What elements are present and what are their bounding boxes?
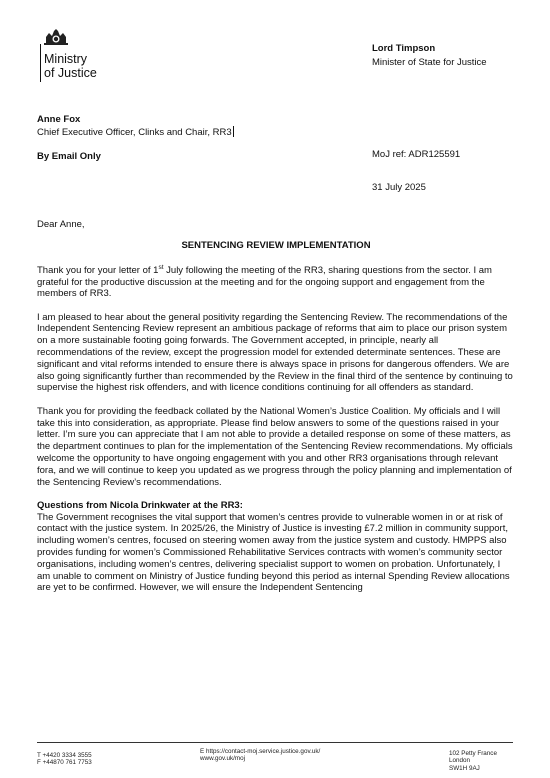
paragraph-1 xyxy=(37,262,515,301)
logo-line-1: Ministry xyxy=(44,52,88,66)
letter-date: 31 July 2025 xyxy=(372,182,426,193)
text-cursor xyxy=(233,126,234,137)
footer-address-1: 102 Petty France xyxy=(449,750,497,757)
footer-divider xyxy=(37,742,513,743)
logo-line-2: of Justice xyxy=(44,66,97,80)
footer-contact-online xyxy=(200,748,320,763)
logo-text xyxy=(44,52,97,80)
para1-superscript: st xyxy=(158,263,164,271)
delivery-method: By Email Only xyxy=(37,151,101,162)
ministry-logo xyxy=(36,28,126,84)
para1-start: Thank you for your letter of 1 xyxy=(37,264,159,276)
footer-phone: T +4420 3334 3555 xyxy=(37,752,92,759)
paragraph-4: The Government recognises the vital support that women’s centres provide to vulnerable women in or at risk of contact with the justice system. In 2025/26, the Ministry of Justice is investing £7.2 million in community support, including women’s centres, focused on steering women away from the justice system and custody. HMPPS also provides funding for women’s Commissioned Rehabilitative Services contracts with women’s community sector organisations, including women’s centres, delivering specialist support to women on probation. Unfortunately, I am unable to comment on Ministry of Justice funding beyond this period as internal Spending Review allocations are yet to be confirmed. However, we will ensure the Independent Sentencing xyxy=(37,511,510,594)
letter-heading: SENTENCING REVIEW IMPLEMENTATION xyxy=(181,239,371,251)
salutation: Dear Anne, xyxy=(37,219,85,230)
recipient-block xyxy=(37,114,234,139)
letter-body xyxy=(37,219,515,606)
footer-address xyxy=(449,750,497,772)
section-subheading: Questions from Nicola Drinkwater at the RR3: xyxy=(37,499,243,511)
paragraph-3: Thank you for providing the feedback collated by the National Women’s Justice Coalition. My officials and I will take this into consideration, as appropriate. Please find below answers to some of the questions raised in your letter. I’m sure you can appreciate that I am not able to provide a detailed response on some of these matters, as the department continues to plan for the implementation of the Sentencing Review recommendations. My officials welcome the opportunity to have ongoing engagement with you and other RR3 organisations through relevant fora, and we will continue to keep you updated as we progress through the policy planning and implementation of the Sentencing Review’s recommendations. xyxy=(37,405,513,488)
footer-web-link[interactable]: www.gov.uk/moj xyxy=(200,755,246,763)
royal-crest-icon xyxy=(43,28,69,46)
para1-rest: July following the meeting of the RR3, sharing questions from the sector. I am grateful for the productive discussion at the meeting and for the ongoing support and engagement from the members of RR3. xyxy=(37,264,492,300)
footer-email-link[interactable]: E https://contact-moj.service.justice.gov.uk/ xyxy=(200,748,321,755)
reference-number: MoJ ref: ADR125591 xyxy=(372,149,461,160)
recipient-name: Anne Fox xyxy=(37,114,81,125)
footer-contact-phone xyxy=(37,752,92,767)
sender-title: Minister of State for Justice xyxy=(372,57,487,68)
sender-block xyxy=(372,42,487,70)
footer-address-2: London xyxy=(449,757,471,765)
footer-fax: F +44870 761 7753 xyxy=(37,759,92,767)
recipient-role-line xyxy=(37,126,234,139)
logo-rule xyxy=(40,44,41,82)
sender-name: Lord Timpson xyxy=(372,43,436,54)
footer-address-3: SW1H 9AJ xyxy=(449,764,480,772)
paragraph-2: I am pleased to hear about the general positivity regarding the Sentencing Review. The recommendations of the Independent Sentencing Review represent an ambitious package of reforms that aim to place our prison system on a more sustainable footing going forwards. The Government accepted, in principle, nearly all recommendations of the review, except the progression model for extended determinate sentences. These are significant and vital reforms intended to ensure there is always space in prisons for dangerous offenders. We are also going significantly further than recommended by the Review in the final third of the sentence by continuing to supervise the highest risk offenders, and with licence conditions continuing for all offenders as standard. xyxy=(37,311,513,394)
recipient-role: Chief Executive Officer, Clinks and Chair, RR3 xyxy=(37,127,232,138)
